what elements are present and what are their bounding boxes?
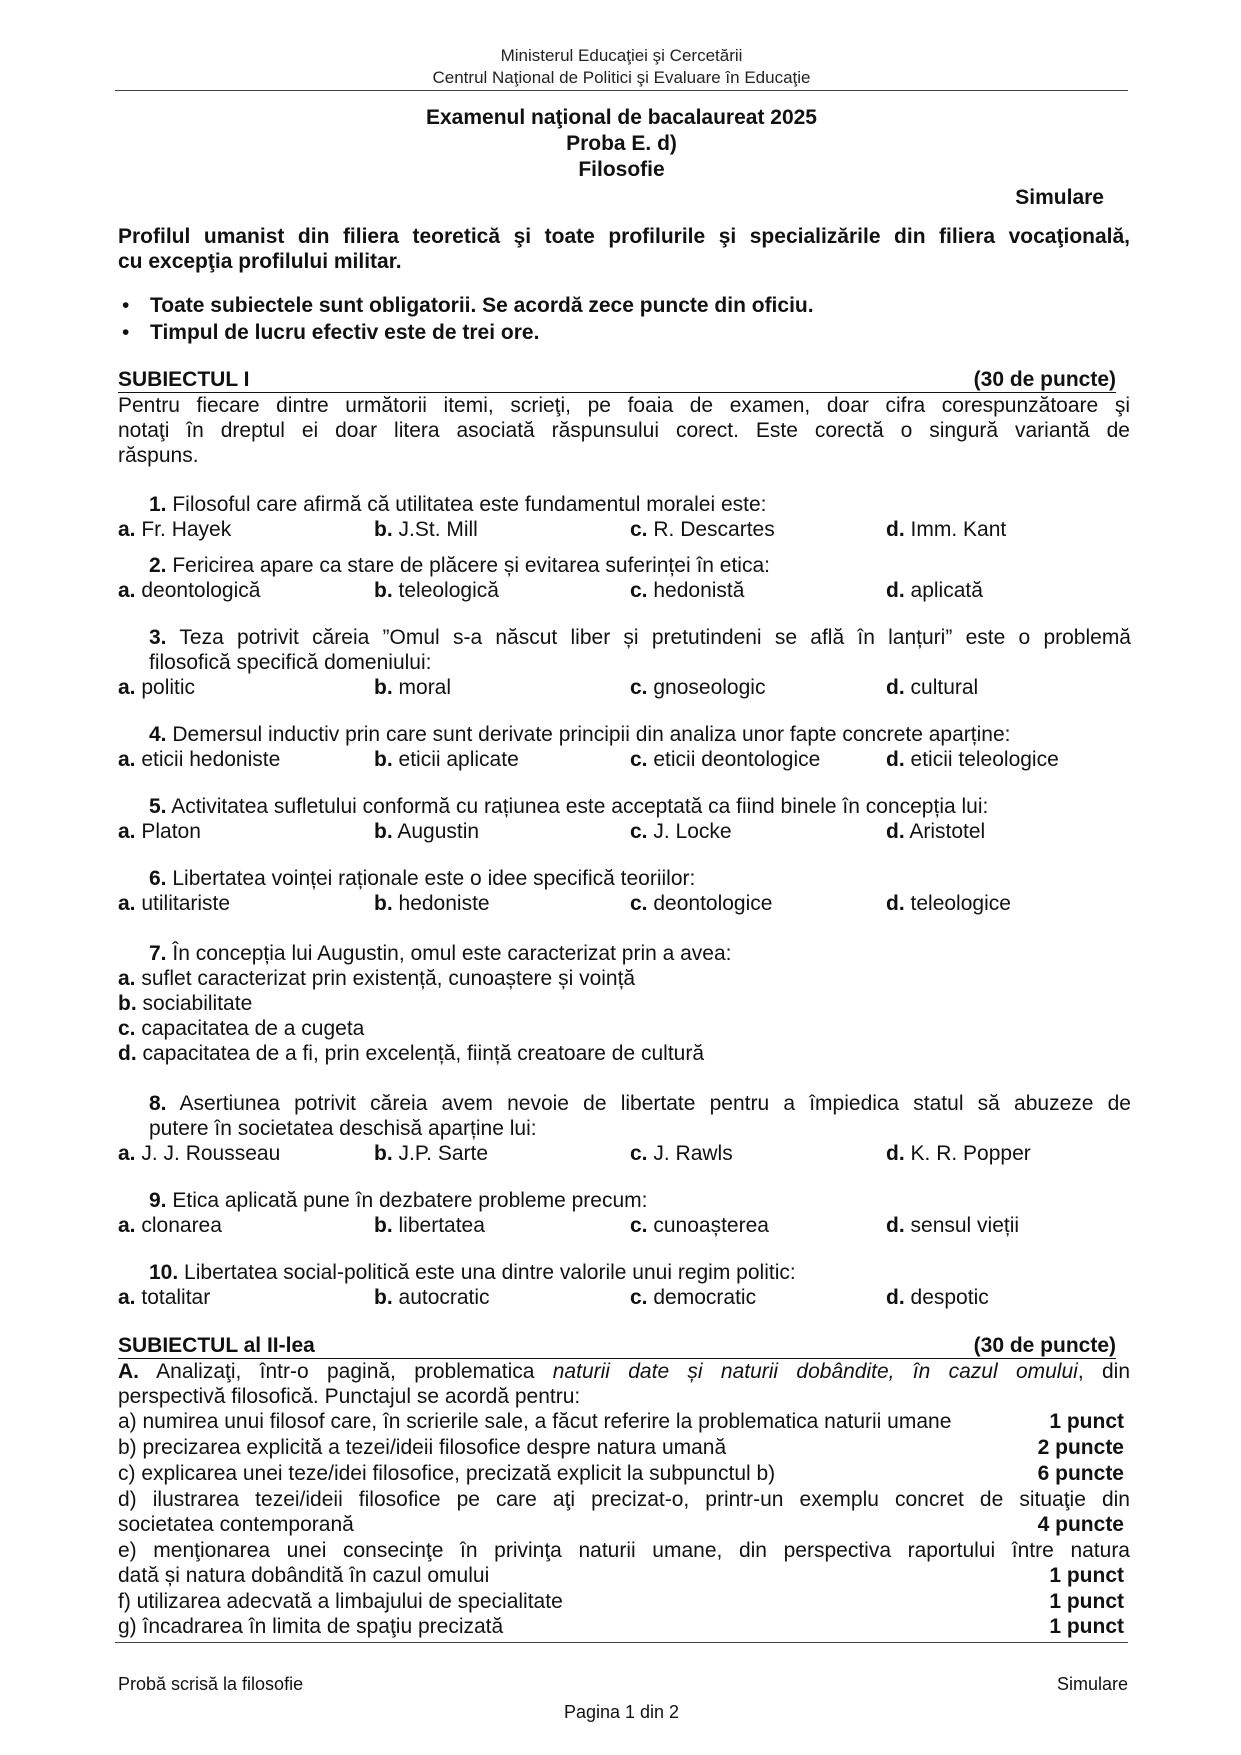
q10-option-c: c. democratic [630,1286,757,1309]
instruction-item: • Toate subiectele sunt obligatorii. Se acordă zece puncte din oficiu. [118,292,814,319]
q6-option-b: b. hedoniste [374,892,490,915]
q5-option-a: a. Platon [118,820,201,843]
criterion-f: f) utilizarea adecvată a limbajului de specialitate 1 punct [118,1590,1124,1613]
q6-option-a: a. utilitariste [118,892,231,915]
q7-option-b: b. sociabilitate [118,992,253,1015]
q4-option-b: b. eticii aplicate [374,748,519,771]
q5-option-b: b. Augustin [374,820,480,843]
header-divider [115,90,1128,91]
q3-option-b: b. moral [374,676,452,699]
question-3: 3. Teza potrivit căreia ”Omul s-a născut liber și pretutindeni se află în lanțuri” este o problemă [149,626,1131,649]
q8-option-d: d. K. R. Popper [886,1142,1031,1165]
section-1-intro-line-1: Pentru fiecare dintre următorii itemi, scrieţi, pe foaia de examen, doar cifra corespunzătoare şi [118,394,1130,417]
page-number: Pagina 1 din 2 [563,1702,680,1722]
exam-title: Examenul naţional de bacalaureat 2025 [425,106,817,129]
q7-option-a: a. suflet caracterizat prin existență, cunoaștere și voință [118,967,636,990]
question-4: 4. Demersul inductiv prin care sunt derivate principii din analiza unor fapte concrete aparține: [149,723,1011,746]
q1-option-a: a. Fr. Hayek [118,518,232,541]
q10-option-b: b. autocratic [374,1286,490,1309]
subject-title: Filosofie [578,158,665,181]
question-10: 10. Libertatea social-politică este una dintre valorile unui regim politic: [149,1261,796,1284]
question-8-line-2: putere în societatea deschisă aparține lui: [149,1117,537,1140]
q4-option-a: a. eticii hedoniste [118,748,281,771]
section-1-title: SUBIECTUL I [118,368,250,391]
criterion-c: c) explicarea unei teze/idei filosofice, precizată explicit la subpunctul b) 6 puncte [118,1462,1124,1485]
section-1-intro-line-2: notaţi în dreptul ei doar litera asociată răspunsului corect. Este corectă o singură variantă de [118,419,1130,442]
question-7: 7. În concepția lui Augustin, omul este caracterizat prin a avea: [149,942,732,965]
section-2-title: SUBIECTUL al II-lea [118,1334,315,1357]
question-8: 8. Asertiunea potrivit căreia avem nevoie de libertate pentru a împiedica statul să abuzeze de [149,1092,1131,1115]
section-2-task-line-1: A. Analizaţi, într-o pagină, problematica naturii date și naturii dobândite, în cazul omului, din [118,1360,1130,1383]
instruction-item: • Timpul de lucru efectiv este de trei ore. [118,319,814,346]
q2-option-a: a. deontologică [118,579,261,602]
q7-option-c: c. capacitatea de a cugeta [118,1017,365,1040]
question-9: 9. Etica aplicată pune în dezbatere probleme precum: [149,1189,648,1212]
simulare-label: Simulare [1015,186,1104,209]
profile-line-1: Profilul umanist din filiera teoretică şi toate profilurile şi specializările din filiera vocaţională, [118,225,1130,248]
section-1-points: (30 de puncte) [973,368,1116,391]
q1-option-d: d. Imm. Kant [886,518,1007,541]
profile-line-2: cu excepţia profilului militar. [118,250,402,273]
section-1-intro-line-3: răspuns. [118,444,199,467]
q1-option-b: b. J.St. Mill [374,518,478,541]
q3-option-c: c. gnoseologic [630,676,766,699]
footer-simulare: Simulare [1056,1674,1128,1694]
section-1-heading [118,367,1116,393]
q5-option-c: c. J. Locke [630,820,732,843]
question-6: 6. Libertatea voinței raționale este o idee specifică teoriilor: [149,867,696,890]
proba-title: Proba E. d) [566,132,677,155]
footer-subject: Probă scrisă la filosofie [118,1674,304,1694]
q4-option-c: c. eticii deontologice [630,748,821,771]
criterion-a: a) numirea unui filosof care, în scrierile sale, a făcut referire la problematica naturii umane 1 punct [118,1410,1124,1433]
q9-option-a: a. clonarea [118,1214,222,1237]
q6-option-d: d. teleologice [886,892,1011,915]
question-2: 2. Fericirea apare ca stare de plăcere și evitarea suferinței în etica: [149,554,770,577]
q6-option-c: c. deontologice [630,892,773,915]
q9-option-b: b. libertatea [374,1214,485,1237]
criterion-b: b) precizarea explicită a tezei/ideii filosofice despre natura umană 2 puncte [118,1436,1124,1459]
criterion-d: d) ilustrarea tezei/ideii filosofice pe care aţi precizat-o, printr-un exemplu concret de situaţie din [118,1488,1130,1511]
q3-option-d: d. cultural [886,676,979,699]
instructions-list [118,292,814,346]
ministry-name: Ministerul Educaţiei şi Cercetării [500,46,743,65]
criterion-e-line-2: dată și natura dobândită în cazul omului 1 punct [118,1564,1124,1587]
question-1: 1. Filosoful care afirmă că utilitatea este fundamentul moralei este: [149,493,767,516]
question-5: 5. Activitatea sufletului conformă cu rațiunea este acceptată ca fiind binele în concepția lui: [149,795,989,818]
criterion-e: e) menţionarea unei consecinţe în privinţa naturii umane, din perspectiva raportului între natura [118,1539,1130,1562]
q2-option-c: c. hedonistă [630,579,745,602]
center-name: Centrul Naţional de Politici şi Evaluare în Educaţie [432,68,811,87]
question-3-line-2: filosofică specifică domeniului: [149,651,432,674]
q9-option-c: c. cunoașterea [630,1214,769,1237]
section-2-heading [118,1333,1116,1359]
q8-option-a: a. J. J. Rousseau [118,1142,281,1165]
q10-option-d: d. despotic [886,1286,989,1309]
footer-divider [115,1642,1128,1643]
q4-option-d: d. eticii teleologice [886,748,1059,771]
section-2-points: (30 de puncte) [973,1334,1116,1357]
criterion-d-line-2: societatea contemporană 4 puncte [118,1513,1124,1536]
q8-option-c: c. J. Rawls [630,1142,733,1165]
q8-option-b: b. J.P. Sarte [374,1142,489,1165]
q5-option-d: d. Aristotel [886,820,986,843]
q10-option-a: a. totalitar [118,1286,211,1309]
criterion-g: g) încadrarea în limita de spaţiu precizată 1 punct [118,1615,1124,1638]
q9-option-d: d. sensul vieții [886,1214,1020,1237]
q7-option-d: d. capacitatea de a fi, prin excelență, ființă creatoare de cultură [118,1042,705,1065]
q2-option-d: d. aplicată [886,579,983,602]
q3-option-a: a. politic [118,676,196,699]
section-2-task-line-2: perspectivă filosofică. Punctajul se acordă pentru: [118,1385,581,1408]
q1-option-c: c. R. Descartes [630,518,775,541]
q2-option-b: b. teleologică [374,579,499,602]
